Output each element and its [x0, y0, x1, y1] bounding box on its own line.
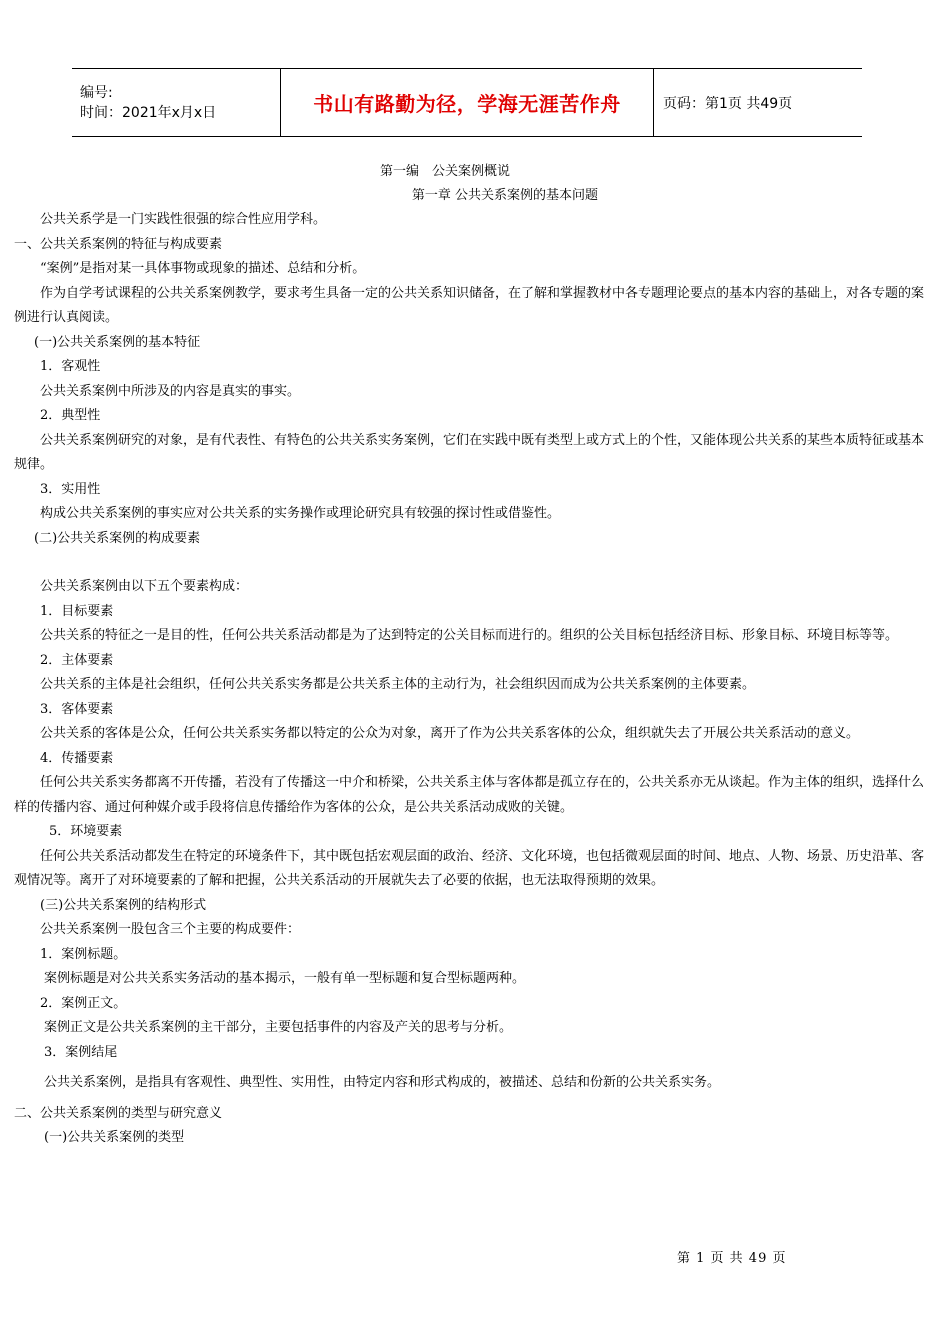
paragraph: 案例正文是公共关系案例的主干部分，主要包括事件的内容及产关的思考与分析。	[44, 1020, 513, 1035]
chapter-title: 第一章 公共关系案例的基本问题	[411, 188, 599, 203]
header-motto: 书山有路勤为径，学海无涯苦作舟	[281, 69, 654, 136]
list-heading: 1．案例标题。	[40, 946, 127, 962]
subsection-heading: (一)公共关系案例的类型	[44, 1130, 185, 1145]
document-header	[72, 68, 862, 137]
paragraph: “案例”是指对某一具体事物或现象的描述、总结和分析。	[40, 261, 366, 276]
list-heading: 3．实用性	[40, 481, 101, 497]
paragraph: 公共关系的特征之一是目的性，任何公共关系活动都是为了达到特定的公关目标而进行的。组织的公关目标包括经济目标、形象目标、环境目标等等。	[40, 628, 899, 643]
paragraph: 公共关系案例一股包含三个主要的构成要件：	[40, 922, 301, 937]
subsection-heading: (一)公共关系案例的基本特征	[34, 334, 201, 350]
paragraph: 公共关系学是一门实践性很强的综合性应用学科。	[40, 212, 327, 227]
list-heading: 5．环境要素	[49, 824, 123, 839]
paragraph: 构成公共关系案例的事实应对公共关系的实务操作或理论研究具有较强的探讨性或借鉴性。	[40, 506, 561, 521]
header-page-info: 页码：第1页 共49页	[663, 95, 793, 112]
part-title: 第一编 公关案例概说	[379, 164, 510, 179]
list-heading: 1．客观性	[40, 359, 101, 374]
list-heading: 3．客体要素	[40, 701, 114, 717]
subsection-heading: (二)公共关系案例的构成要素	[34, 530, 201, 546]
list-heading: 2．典型性	[40, 408, 101, 423]
header-meta	[72, 69, 281, 136]
section-heading: 二、公共关系案例的类型与研究意义	[14, 1105, 223, 1121]
paragraph: 公共关系案例中所涉及的内容是真实的事实。	[40, 383, 301, 399]
list-heading: 4．传播要素	[40, 750, 114, 766]
paragraph: 公共关系的客体是公众，任何公共关系实务都以特定的公众为对象，离开了作为公共关系客体的公众，组织就失去了开展公共关系活动的意义。	[40, 726, 860, 741]
list-heading: 3．案例结尾	[44, 1044, 118, 1060]
document-number-label: 编号:	[80, 84, 113, 101]
paragraph: 公共关系案例由以下五个要素构成：	[40, 579, 249, 594]
list-heading: 2．主体要素	[40, 652, 114, 668]
paragraph: 作为自学考试课程的公共关系案例教学，要求考生具备一定的公共关系知识储备，在了解和掌握教材中各专题理论要点的基本内容的基础上，对各专题的案例进行认真阅读。	[14, 285, 925, 325]
paragraph: 任何公共关系实务都离不开传播，若没有了传播这一中介和桥梁，公共关系主体与客体都是孤立存在的，公共关系亦无从谈起。作为主体的组织，选择什么样的传播内容、通过何种媒介或手段将信息传播给作为客体的公众，是公共关系活动成败的关键。	[14, 775, 925, 815]
document-time: 时间：2021年x月x日	[80, 104, 217, 121]
list-heading: 1．目标要素	[40, 603, 114, 619]
paragraph: 案例标题是对公共关系实务活动的基本揭示，一般有单一型标题和复合型标题两种。	[44, 971, 526, 986]
paragraph: 公共关系的主体是社会组织，任何公共关系实务都是公共关系主体的主动行为，社会组织因而成为公共关系案例的主体要素。	[40, 677, 756, 692]
section-heading: 一、公共关系案例的特征与构成要素	[14, 236, 223, 252]
paragraph: 公共关系案例，是指具有客观性、典型性、实用性，由特定内容和形式构成的，被描述、总结和份新的公共关系实务。	[44, 1075, 721, 1090]
paragraph: 任何公共关系活动都发生在特定的环境条件下，其中既包括宏观层面的政治、经济、文化环境，也包括微观层面的时间、地点、人物、场景、历史沿革、客观情况等。离开了对环境要素的了解和把握，公共关系活动的开展就失去了必要的依据，也无法取得预期的效果。	[14, 848, 925, 888]
paragraph: 公共关系案例研究的对象，是有代表性、有特色的公共关系实务案例，它们在实践中既有类型上或方式上的个性，又能体现公共关系的某些本质特征或基本规律。	[14, 432, 925, 472]
list-heading: 2．案例正文。	[40, 995, 127, 1011]
document-body	[14, 160, 936, 1151]
spacer	[14, 551, 936, 575]
page-footer-number: 第 1 页 共 49 页	[677, 1251, 787, 1266]
subsection-heading: (三)公共关系案例的结构形式	[40, 897, 207, 913]
